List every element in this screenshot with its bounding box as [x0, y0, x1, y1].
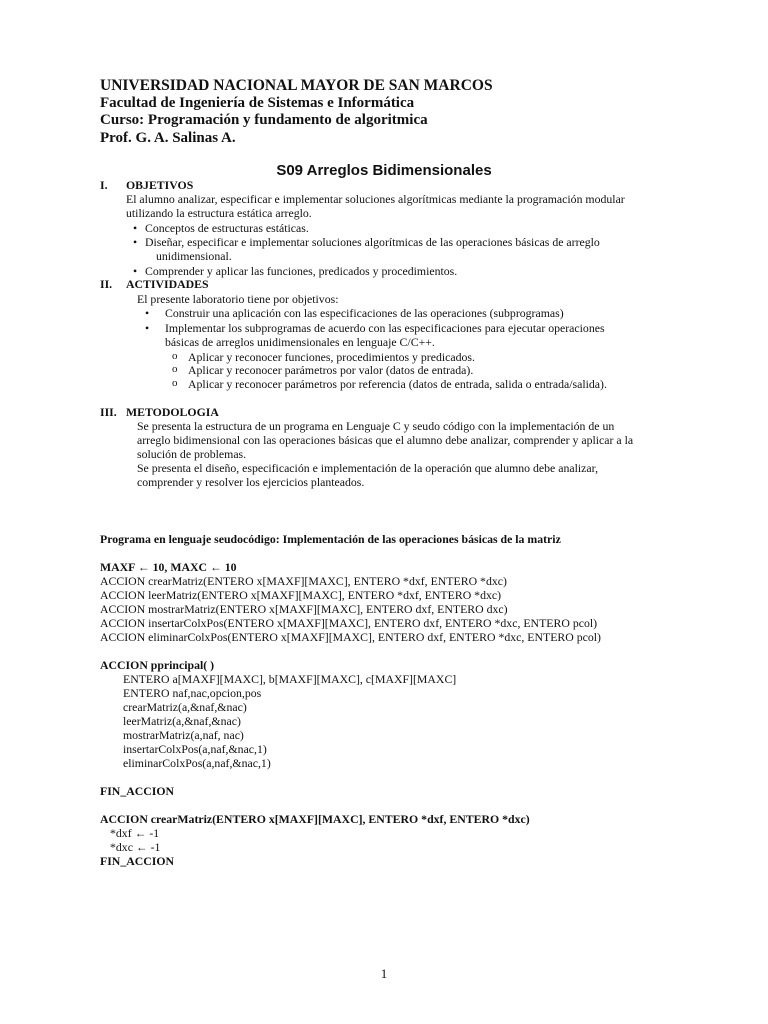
bullet-icon: •	[133, 264, 138, 278]
paragraph-line: solución de problemas.	[137, 447, 247, 461]
program-heading: Programa en lenguaje seudocódigo: Implementación de las operaciones básicas de la matriz	[100, 532, 561, 546]
document-header	[100, 77, 493, 147]
code-line: mostrarMatriz(a,naf, nac)	[123, 728, 244, 742]
code-line: ENTERO a[MAXF][MAXC], b[MAXF][MAXC], c[MAXF][MAXC]	[123, 672, 457, 686]
paragraph-line: El alumno analizar, especificar e implementar soluciones algorítmicas mediante la programación modular	[126, 192, 625, 206]
list-item: Comprender y aplicar las funciones, predicados y procedimientos.	[145, 264, 458, 278]
bullet-icon: •	[133, 235, 138, 249]
code-line: ENTERO naf,nac,opcion,pos	[123, 686, 262, 700]
sub-list-item: Aplicar y reconocer parámetros por referencia (datos de entrada, salida o entrada/salida).	[188, 377, 607, 391]
section-number: II.	[100, 277, 113, 291]
list-item: Conceptos de estructuras estáticas.	[145, 221, 309, 235]
code-line: *dxf ← -1	[110, 826, 160, 840]
code-line: ACCION leerMatriz(ENTERO x[MAXF][MAXC], ENTERO *dxf, ENTERO *dxc)	[100, 588, 502, 602]
section-number: I.	[100, 178, 108, 192]
code-line: ACCION eliminarColxPos(ENTERO x[MAXF][MAXC], ENTERO dxf, ENTERO *dxc, ENTERO pcol)	[100, 630, 601, 644]
crear-action-head: ACCION crearMatriz(ENTERO x[MAXF][MAXC], ENTERO *dxf, ENTERO *dxc)	[100, 812, 530, 826]
paragraph-line: comprender y resolver los ejercicios planteados.	[137, 475, 365, 489]
code-line: ACCION crearMatriz(ENTERO x[MAXF][MAXC], ENTERO *dxf, ENTERO *dxc)	[100, 574, 507, 588]
paragraph-line: utilizando la estructura estática arreglo.	[126, 206, 312, 220]
list-item-continuation: básicas de arreglos unidimensionales en lenguaje C/C++.	[165, 335, 435, 349]
list-item-continuation: unidimensional.	[156, 249, 232, 263]
paragraph-line: Se presenta el diseño, especificación e implementación de la operación que alumno debe analizar,	[137, 461, 599, 475]
code-line: eliminarColxPos(a,naf,&nac,1)	[123, 756, 271, 770]
circle-bullet-icon: o	[172, 377, 178, 389]
list-item: Implementar los subprogramas de acuerdo con las especificaciones para ejecutar operaciones	[165, 321, 605, 335]
code-line: ACCION mostrarMatriz(ENTERO x[MAXF][MAXC], ENTERO dxf, ENTERO dxc)	[100, 602, 508, 616]
sub-list-item: Aplicar y reconocer parámetros por valor (datos de entrada).	[188, 363, 474, 377]
bullet-icon: •	[145, 321, 150, 335]
code-line: leerMatriz(a,&naf,&nac)	[123, 714, 241, 728]
bullet-icon: •	[145, 306, 150, 320]
code-line: ACCION insertarColxPos(ENTERO x[MAXF][MAXC], ENTERO dxf, ENTERO *dxc, ENTERO pcol)	[100, 616, 598, 630]
list-item: Construir una aplicación con las especificaciones de las operaciones (subprogramas)	[165, 306, 564, 320]
constants-line: MAXF ← 10, MAXC ← 10	[100, 560, 237, 574]
code-line: *dxc ← -1	[110, 840, 161, 854]
sub-list-item: Aplicar y reconocer funciones, procedimientos y predicados.	[188, 350, 475, 364]
section-heading-objetivos: OBJETIVOS	[126, 178, 194, 192]
bullet-icon: •	[133, 221, 138, 235]
professor-name: Prof. G. A. Salinas A.	[100, 129, 236, 146]
paragraph-line: arreglo bidimensional con las operaciones básicas que el alumno debe analizar, comprender y aplicar a la	[137, 433, 634, 447]
main-action-head: ACCION pprincipal( )	[100, 658, 215, 672]
section-number: III.	[100, 405, 117, 419]
course-name: Curso: Programación y fundamento de algoritmica	[100, 112, 428, 128]
circle-bullet-icon: o	[172, 350, 178, 362]
code-line: crearMatriz(a,&naf,&nac)	[123, 700, 247, 714]
list-item: Diseñar, especificar e implementar soluciones algorítmicas de las operaciones básicas de arreglo	[145, 235, 600, 249]
crear-action-end: FIN_ACCION	[100, 854, 175, 868]
paragraph-line: El presente laboratorio tiene por objetivos:	[137, 292, 339, 306]
document-title: S09 Arreglos Bidimensionales	[276, 162, 492, 179]
university-name: UNIVERSIDAD NACIONAL MAYOR DE SAN MARCOS	[100, 77, 493, 94]
circle-bullet-icon: o	[172, 363, 178, 375]
faculty-name: Facultad de Ingeniería de Sistemas e Informática	[100, 94, 415, 111]
paragraph-line: Se presenta la estructura de un programa en Lenguaje C y seudo código con la implementación de un	[137, 419, 615, 433]
section-heading-metodologia: METODOLOGIA	[126, 405, 219, 419]
code-line: insertarColxPos(a,naf,&nac,1)	[123, 742, 267, 756]
section-heading-actividades: ACTIVIDADES	[126, 277, 209, 291]
page-number: 1	[380, 966, 388, 981]
main-action-end: FIN_ACCION	[100, 784, 175, 798]
